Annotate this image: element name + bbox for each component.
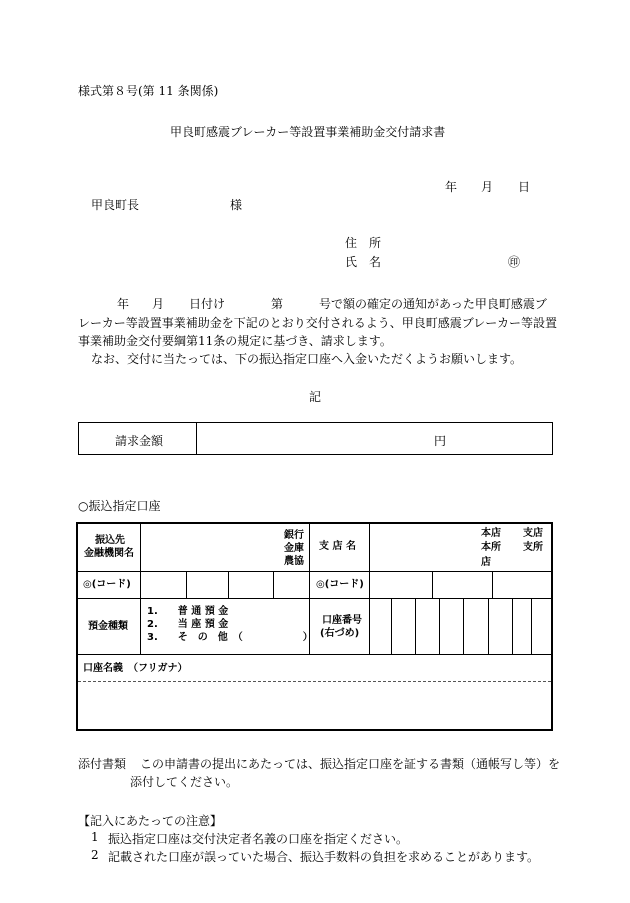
bank-account-table bbox=[76, 522, 553, 731]
account-number-label-1: 口座番号 bbox=[322, 615, 362, 626]
account-number-label-2: (右づめ) bbox=[320, 628, 360, 639]
institution-label-1: 振込先 bbox=[95, 535, 125, 546]
branch-type-shiten: 支店 bbox=[523, 528, 543, 539]
date-year: 年 bbox=[445, 180, 458, 194]
col-line bbox=[228, 571, 229, 598]
col-line bbox=[415, 598, 416, 654]
page-title: 甲良町感震ブレーカー等設置事業補助金交付請求書 bbox=[170, 125, 446, 139]
institution-label-2: 金融機関名 bbox=[84, 548, 134, 559]
attachment-text-1: この申請書の提出にあたっては、振込指定口座を証する書類（通帳写し等）を bbox=[140, 757, 561, 771]
deposit-option-1: 1. 普 通 預 金 bbox=[147, 606, 229, 617]
date-day: 日 bbox=[518, 180, 531, 194]
code-label: ◎(コード) bbox=[83, 579, 131, 590]
body-year: 年 bbox=[117, 297, 130, 311]
col-line bbox=[432, 571, 433, 598]
row-line bbox=[78, 654, 551, 655]
amount-divider bbox=[196, 423, 197, 454]
note-2-num: 2 bbox=[91, 848, 99, 862]
date-month: 月 bbox=[481, 180, 494, 194]
body-line4: なお、交付に当たっては、下の振込指定口座へ入金いただくようお願いします。 bbox=[91, 352, 523, 366]
col-line bbox=[488, 598, 489, 654]
notes-title: 【記入にあたっての注意】 bbox=[78, 814, 223, 828]
amount-label: 請求金額 bbox=[115, 434, 164, 448]
note-2-text: 記載された口座が誤っていた場合、振込手数料の負担を求めることがあります。 bbox=[108, 850, 540, 864]
col-line bbox=[463, 598, 464, 654]
amount-unit: 円 bbox=[434, 434, 447, 448]
seal-mark: ㊞ bbox=[508, 255, 521, 269]
body-dai: 第 bbox=[271, 297, 284, 311]
row-line bbox=[78, 598, 551, 599]
body-line1-rest: 号で額の確定の通知があった甲良町感震ブ bbox=[319, 297, 547, 311]
col-line bbox=[531, 598, 532, 654]
ki-heading: 記 bbox=[309, 390, 322, 404]
inst-type-bank: 銀行 bbox=[284, 530, 304, 541]
col-line bbox=[369, 524, 370, 654]
account-name-label: 口座名義 （フリガナ） bbox=[83, 663, 188, 674]
col-line bbox=[391, 598, 392, 654]
inst-type-kinko: 金庫 bbox=[284, 543, 304, 554]
col-line bbox=[273, 571, 274, 598]
note-1-text: 振込指定口座は交付決定者名義の口座を指定ください。 bbox=[108, 832, 409, 846]
branch-type-honten: 本店 bbox=[481, 528, 501, 539]
inst-type-nokyo: 農協 bbox=[284, 556, 304, 567]
note-1-num: 1 bbox=[91, 830, 99, 844]
col-line bbox=[492, 571, 493, 598]
address-label: 住 所 bbox=[345, 236, 382, 250]
addressee-name: 甲良町長 bbox=[91, 198, 140, 212]
col-line bbox=[186, 571, 187, 598]
branch-type-shisho: 支所 bbox=[523, 542, 543, 553]
bank-section-title: ○振込指定口座 bbox=[78, 499, 161, 513]
branch-label: 支 店 名 bbox=[319, 541, 356, 552]
body-line2: レーカー等設置事業補助金を下記のとおり交付されるよう、甲良町感震ブレーカー等設置 bbox=[78, 316, 558, 330]
dashed-divider bbox=[78, 681, 551, 682]
attachment-text-2: 添付してください。 bbox=[130, 775, 239, 789]
deposit-option-3: 3. そ の 他 （ ） bbox=[147, 632, 313, 643]
col-line bbox=[512, 598, 513, 654]
deposit-option-2: 2. 当 座 預 金 bbox=[147, 619, 229, 630]
name-label: 氏 名 bbox=[345, 255, 382, 269]
branch-type-honsho: 本所 bbox=[481, 542, 501, 553]
addressee-honorific: 様 bbox=[230, 198, 243, 212]
body-month: 月 bbox=[152, 297, 165, 311]
code-label-branch: ◎(コード) bbox=[316, 579, 364, 590]
branch-type-ten: 店 bbox=[481, 557, 491, 568]
attachment-label: 添付書類 bbox=[78, 757, 127, 771]
col-line bbox=[439, 598, 440, 654]
row-line bbox=[78, 571, 551, 572]
form-number: 様式第８号(第 11 条関係) bbox=[78, 84, 219, 98]
amount-table bbox=[78, 422, 553, 455]
col-line bbox=[140, 524, 141, 654]
deposit-type-label: 預金種類 bbox=[88, 621, 128, 632]
body-line3: 事業補助金交付要綱第11条の規定に基づき、請求します。 bbox=[78, 334, 392, 348]
body-day: 日付け bbox=[189, 297, 226, 311]
